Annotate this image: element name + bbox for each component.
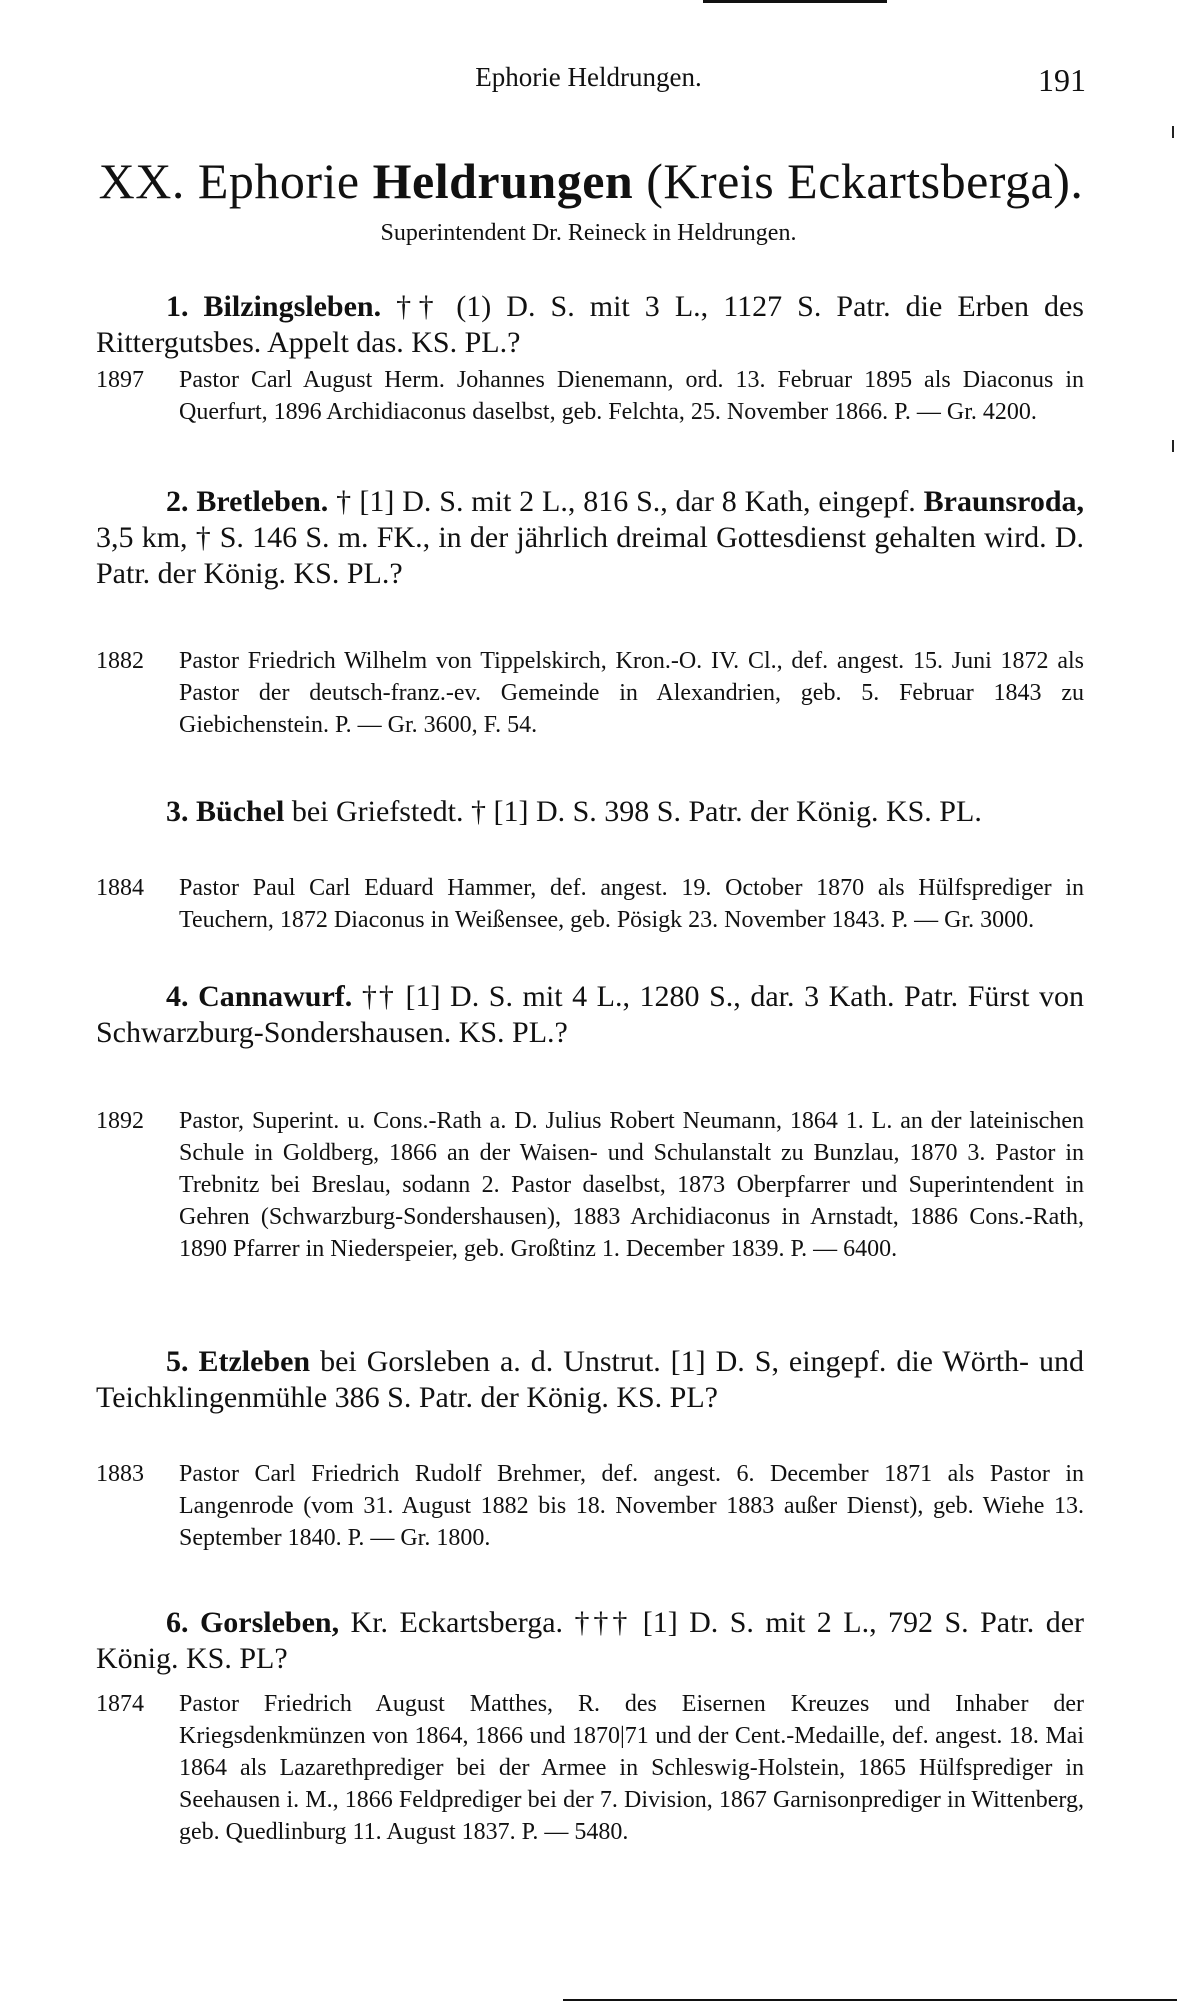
bio-text: Pastor, Superint. u. Cons.-Rath a. D. Julius Robert Neumann, 1864 1. L. an der lateinischen Schule in Goldberg, 1866 an der Waisen- und Schulanstalt zu Bunzlau, 1870 3. Pastor in Trebnitz bei Breslau, sodann 2. Pastor daselbst, 1873 Oberpfarrer und Superintendent in Gehren (Schwarzburg-Sondershausen), 1883 Archidiaconus in Arnstadt, 1886 Cons.-Rath, 1890 Pfarrer in Niederspeier, geb. Großtinz 1. December 1839. P. — 6400. <box>179 1108 1084 1262</box>
parish-name: 4. Cannawurf. <box>166 980 353 1013</box>
parish-heading <box>96 289 1084 361</box>
bio-year: 1882 <box>96 648 144 674</box>
bio-year: 1884 <box>96 875 144 901</box>
bottom-rule <box>563 1999 1177 2001</box>
bio-year: 1883 <box>96 1461 144 1487</box>
title-bold: Heldrungen <box>372 153 634 209</box>
parish-name: 6. Gorsleben, <box>166 1606 340 1639</box>
scan-mark <box>1172 126 1174 138</box>
pastor-bio <box>96 364 1084 428</box>
bio-text: Pastor Paul Carl Eduard Hammer, def. angest. 19. October 1870 als Hülfsprediger in Teuchern, 1872 Diaconus in Weißensee, geb. Pösigk 23. November 1843. P. — Gr. 3000. <box>179 875 1084 933</box>
pastor-bio <box>96 645 1084 741</box>
bio-year: 1874 <box>96 1691 144 1717</box>
title-suffix: (Kreis Eckartsberga). <box>633 153 1084 209</box>
pastor-bio <box>96 1688 1084 1848</box>
top-rule <box>703 0 887 3</box>
pastor-bio <box>96 872 1084 936</box>
scan-mark <box>1172 440 1174 452</box>
parish-details: †† [1] D. S. mit 4 L., 1280 S., dar. 3 Kath. Patr. Fürst von Schwarzburg-Sondershausen. KS. PL.? <box>96 980 1084 1049</box>
parish-details: † [1] D. S. mit 2 L., 816 S., dar 8 Kath, eingepf. <box>328 485 924 518</box>
parish-heading <box>96 484 1084 592</box>
title-prefix: XX. Ephorie <box>98 153 373 209</box>
parish-details: bei Griefstedt. † [1] D. S. 398 S. Patr. der König. KS. PL. <box>284 795 982 828</box>
parish-details: Kr. Eckartsberga. ††† [1] D. S. mit 2 L., 792 S. Patr. der König. KS. PL? <box>96 1606 1084 1675</box>
pastor-bio <box>96 1458 1084 1554</box>
bio-text: Pastor Carl August Herm. Johannes Dienemann, ord. 13. Februar 1895 als Diaconus in Querfurt, 1896 Archidiaconus daselbst, geb. Felchta, 25. November 1866. P. — Gr. 4200. <box>179 367 1084 425</box>
parish-details: bei Gorsleben a. d. Unstrut. [1] D. S, eingepf. die Wörth- und Teichklingenmühle 386 S. Patr. der König. KS. PL? <box>96 1345 1084 1414</box>
parish-name: Braunsroda, <box>923 485 1084 518</box>
bio-text: Pastor Friedrich Wilhelm von Tippelskirch, Kron.-O. IV. Cl., def. angest. 15. Juni 1872 als Pastor der deutsch-franz.-ev. Gemeinde in Alexandrien, geb. 5. Februar 1843 zu Giebichenstein. P. — Gr. 3600, F. 54. <box>179 648 1084 738</box>
parish-heading <box>96 1344 1084 1416</box>
running-head: Ephorie Heldrungen. <box>475 62 702 92</box>
parish-name: 1. Bilzingsleben. <box>166 290 382 323</box>
parish-heading <box>96 1605 1084 1677</box>
parish-name: 3. Büchel <box>166 795 285 828</box>
superintendent-line: Superintendent Dr. Reineck in Heldrungen. <box>380 220 797 246</box>
parish-name: 2. Bretleben. <box>166 485 329 518</box>
parish-heading <box>96 794 1084 830</box>
parish-heading <box>96 979 1084 1051</box>
parish-name: 5. Etzleben <box>166 1345 311 1378</box>
chapter-title <box>96 152 1086 210</box>
bio-text: Pastor Carl Friedrich Rudolf Brehmer, def. angest. 6. December 1871 als Pastor in Langenrode (vom 31. August 1882 bis 18. November 1883 außer Dienst), geb. Wiehe 13. September 1840. P. — Gr. 1800. <box>179 1461 1084 1551</box>
pastor-bio <box>96 1105 1084 1265</box>
parish-details: 3,5 km, † S. 146 S. m. FK., in der jährlich dreimal Gottesdienst gehalten wird. D. Patr. der König. KS. PL.? <box>96 521 1084 590</box>
bio-year: 1897 <box>96 367 144 393</box>
page-number: 191 <box>1038 62 1086 98</box>
bio-text: Pastor Friedrich August Matthes, R. des Eisernen Kreuzes und Inhaber der Kriegsdenkmünzen von 1864, 1866 und 1870|71 und der Cent.-Medaille, def. angest. 18. Mai 1864 als Lazarethprediger bei der Armee in Schleswig-Holstein, 1865 Hülfsprediger in Seehausen i. M., 1866 Feldprediger bei der 7. Division, 1867 Garnisonprediger in Wittenberg, geb. Quedlinburg 11. August 1837. P. — 5480. <box>179 1691 1084 1845</box>
bio-year: 1892 <box>96 1108 144 1134</box>
parish-details: †† (1) D. S. mit 3 L., 1127 S. Patr. die Erben des Rittergutsbes. Appelt das. KS. PL.? <box>96 290 1084 359</box>
